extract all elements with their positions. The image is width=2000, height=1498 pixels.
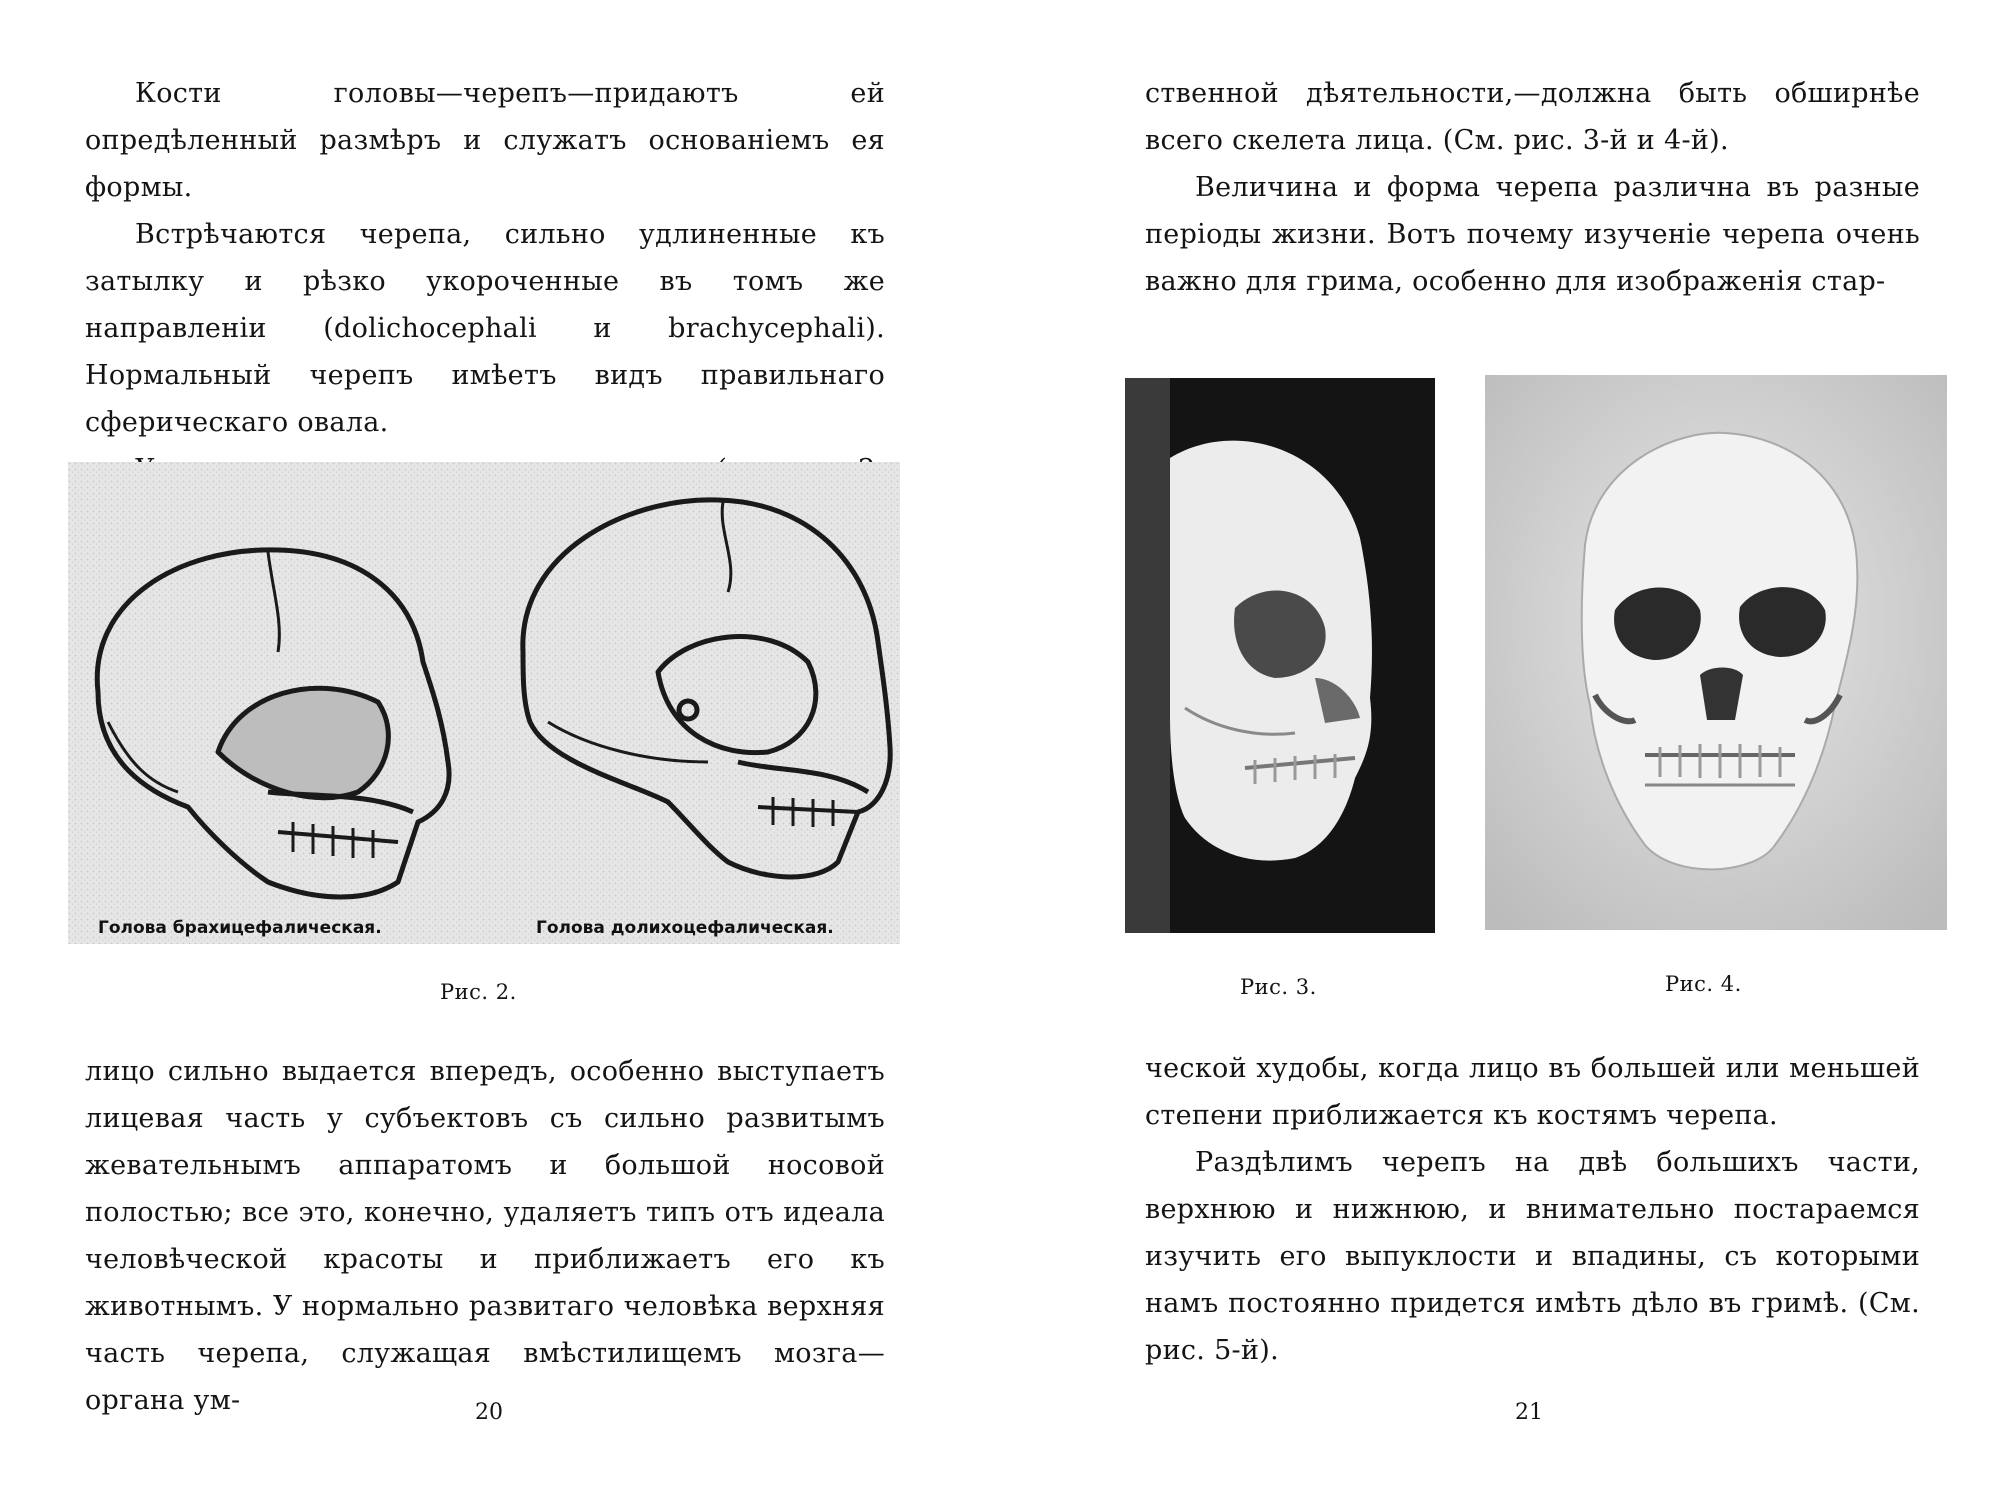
figure-4-skull-photo-frontal [1485, 375, 1947, 930]
paragraph: Кости головы—черепъ—придаютъ ей опредѣленный размѣръ и служатъ основаніемъ ея формы. [85, 78, 885, 203]
skull-frontal-photo [1485, 375, 1947, 930]
figure-4-caption: Рис. 4. [1665, 972, 1742, 996]
paragraph: Встрѣчаются черепа, сильно удлиненные къ затылку и рѣзко укороченные въ томъ же направленіи (dolichocephali и brachycephali). Нормальный черепъ имѣетъ видъ правильнаго сферическаго овала. [85, 219, 885, 438]
paragraph: Величина и форма черепа различна въ разные періоды жизни. Вотъ почему изученіе черепа очень важно для грима, особенно для изображенія стар- [1145, 172, 1920, 297]
figure-2-caption: Рис. 2. [440, 980, 517, 1004]
figure-3-skull-photo-profile [1125, 378, 1435, 933]
paragraph: Раздѣлимъ черепъ на двѣ большихъ части, верхнюю и нижнюю, и внимательно постараемся изучить его выпуклости и впадины, съ которыми намъ постоянно придется имѣть дѣло въ гримѣ. (См. рис. 5-й). [1145, 1147, 1920, 1366]
paragraph: ственной дѣятельности,—должна быть обширнѣе всего скелета лица. (См. рис. 3-й и 4-й). [1145, 78, 1920, 156]
paragraph: ческой худобы, когда лицо въ большей или меньшей степени приближается къ костямъ черепа. [1145, 1053, 1920, 1131]
right-text-bottom [1145, 1045, 1920, 1374]
left-text-bottom [85, 1048, 885, 1424]
figure-label-dolichocephalic: Голова долихоцефалическая. [536, 918, 834, 938]
page-number: 21 [1515, 1400, 1543, 1425]
figure-3-caption: Рис. 3. [1240, 975, 1317, 999]
right-page [1000, 0, 2000, 1498]
page-number: 20 [475, 1400, 503, 1425]
figure-label-brachycephalic: Голова брахицефалическая. [98, 918, 382, 938]
right-text-top [1145, 70, 1920, 305]
paragraph: лицо сильно выдается впередъ, особенно выступаетъ лицевая часть у субъектовъ съ сильно развитымъ жевательнымъ аппаратомъ и большой носовой полостью; все это, конечно, удаляетъ типъ отъ идеала человѣческой красоты и приближаетъ его къ животнымъ. У нормально развитаго человѣка верхняя часть черепа, служащая вмѣстилищемъ мозга—органа ум- [85, 1056, 885, 1416]
skull-drawings [68, 462, 900, 944]
skull-profile-photo [1125, 378, 1435, 933]
figure-2-skulls-illustration [68, 462, 900, 944]
